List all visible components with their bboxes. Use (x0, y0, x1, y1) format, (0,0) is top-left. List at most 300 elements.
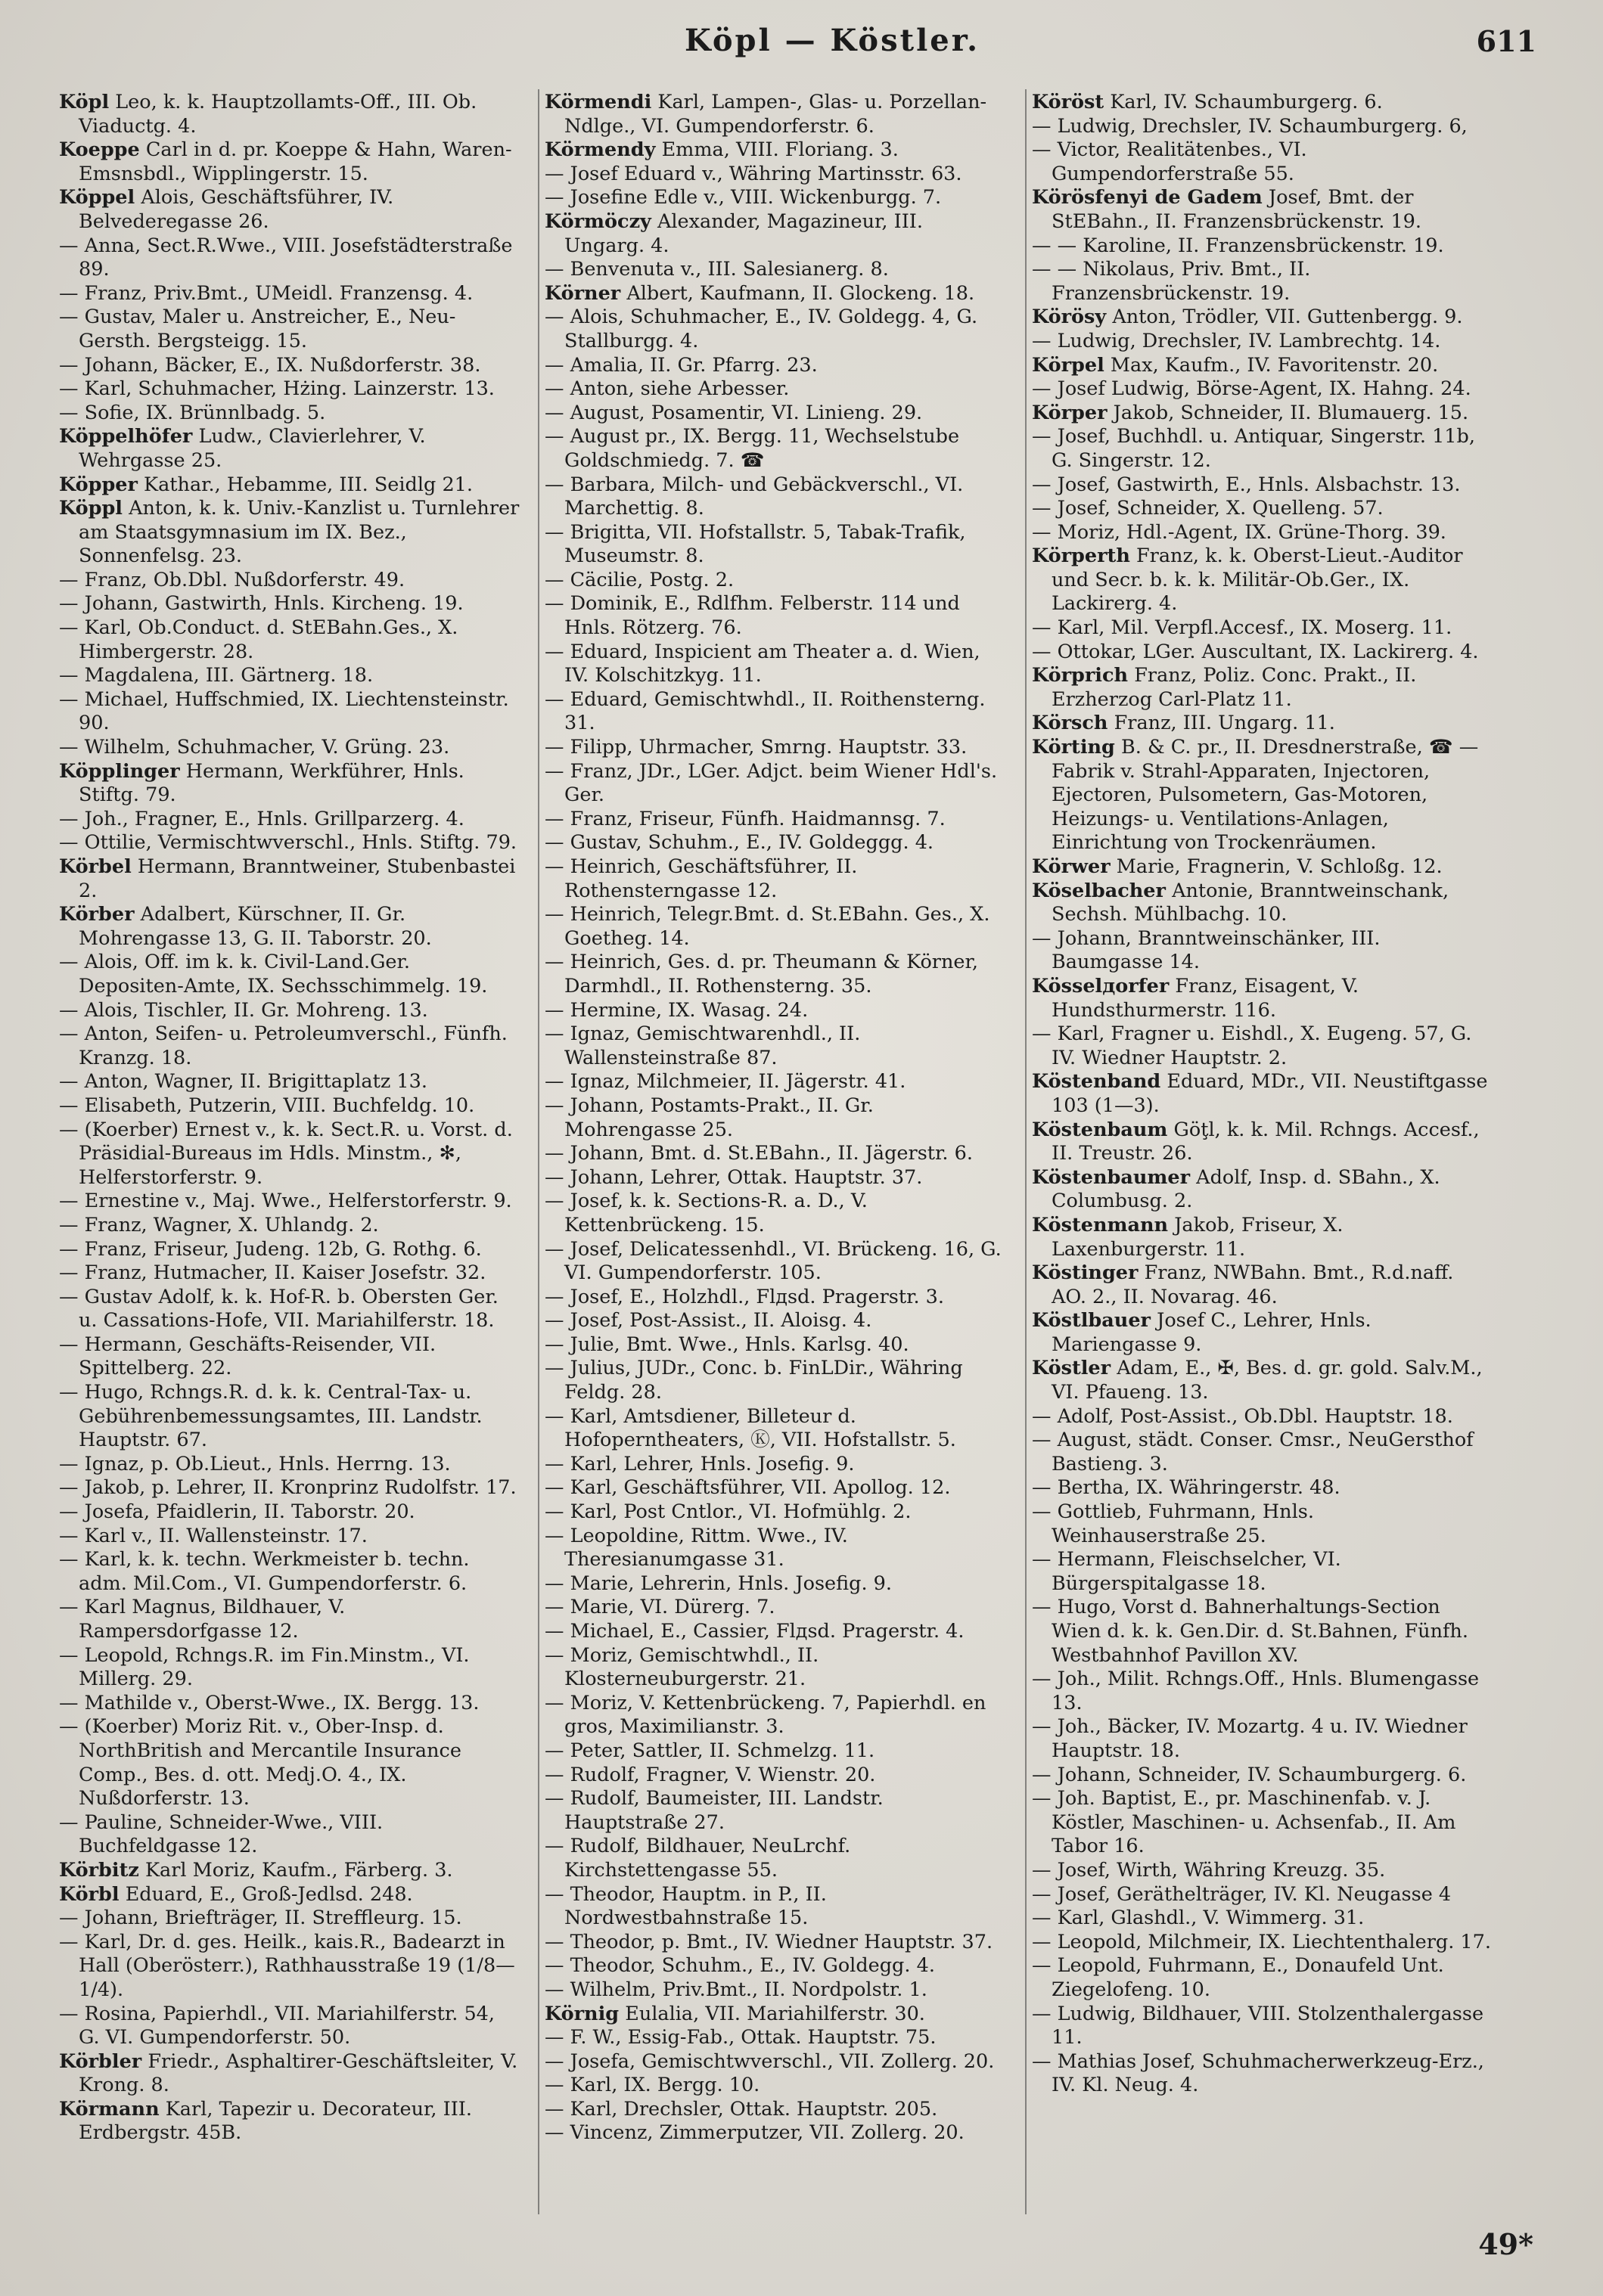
directory-entry (59, 2098, 520, 2146)
directory-entry (545, 425, 1006, 473)
entry-surname: Körbler (59, 2049, 142, 2073)
entry-surname: Köppel (59, 186, 135, 209)
entry-text: — Amalia, II. Gr. Pfarrg. 23. (545, 353, 818, 377)
entry-text: — Hermann, Fleischselcher, VI. Bürgerspitalgasse 18. (1032, 1548, 1341, 1595)
directory-entry (545, 1931, 1006, 1955)
entry-text: — Karl, Mil. Verpfl.Accesf., IX. Moserg. 11. (1032, 616, 1452, 640)
directory-entry (59, 1094, 520, 1119)
directory-entry (59, 354, 520, 378)
entry-text: B. & C. pr., II. Dresdnerstraße, ☎ —Fabrik v. Strahl-Apparaten, Injectoren, Ejectoren, Pulsometern, Gas-Motoren, Heizungs- u. Ventilations-Anlagen, Einrichtung von Trockenräumen. (1052, 736, 1479, 855)
directory-entry (59, 903, 520, 951)
directory-entry (545, 1166, 1006, 1190)
directory-entry (1032, 641, 1493, 665)
entry-surname: Köröst (1032, 91, 1104, 113)
directory-entry (545, 1500, 1006, 1525)
entry-text: Kathar., Hebamme, III. Seidlg 21. (144, 473, 474, 496)
directory-entry (545, 999, 1006, 1023)
directory-entry (545, 1405, 1006, 1453)
entry-text: — Josef, k. k. Sections-R. a. D., V. Kettenbrückeng. 15. (545, 1190, 868, 1236)
directory-entry (1032, 330, 1493, 354)
entry-text: — Joh., Fragner, E., Hnls. Grillparzerg. 4. (59, 807, 464, 830)
entry-text: — Josefa, Pfaidlerin, II. Taborstr. 20. (59, 1500, 415, 1524)
directory-entry (545, 1787, 1006, 1835)
entry-text: — Alois, Off. im k. k. Civil-Land.Ger. Depositen-Amte, IX. Sechsschimmelg. 19. (59, 951, 488, 998)
directory-entry (1032, 1022, 1493, 1070)
entry-text: Eulalia, VII. Mariahilferstr. 30. (625, 2002, 925, 2025)
entry-text: — Johann, Bäcker, E., IX. Nußdorferstr. 38. (59, 353, 481, 377)
entry-surname: Köstenbaumer (1032, 1165, 1191, 1189)
entry-surname: Körmendy (545, 138, 656, 162)
directory-entry (545, 354, 1006, 378)
directory-entry (545, 377, 1006, 402)
directory-entry (1032, 354, 1493, 378)
entry-text: — Barbara, Milch- und Gebäckverschl., VI. Marchettig. 8. (545, 473, 964, 520)
entry-text: — Alois, Schuhmacher, E., IV. Goldegg. 4, G. Stallburgg. 4. (545, 306, 978, 352)
entry-surname: Körnig (545, 2002, 620, 2025)
entry-text: — Karl, Fragner u. Eishdl., X. Eugeng. 57, G. IV. Wiedner Hauptstr. 2. (1032, 1022, 1472, 1069)
directory-entry (1032, 473, 1493, 498)
entry-text: — Karl, IX. Bergg. 10. (545, 2074, 760, 2097)
entry-text: — Wilhelm, Priv.Bmt., II. Nordpolstr. 1. (545, 1978, 927, 2001)
directory-entry (1032, 497, 1493, 521)
entry-text: — Josef, Delicatessenhdl., VI. Brückeng. 16, G. VI. Gumpendorferstr. 105. (545, 1237, 1002, 1285)
directory-entry (545, 91, 1006, 138)
directory-entry (59, 592, 520, 616)
directory-entry (59, 569, 520, 593)
entry-surname: Körmendi (545, 91, 652, 113)
entry-text: Franz, Poliz. Conc. Prakt., II. Erzherzog Carl-Platz 11. (1052, 664, 1417, 711)
entry-text: — Johann, Briefträger, II. Streffleurg. 15. (59, 1907, 462, 1930)
entry-text: — Theodor, Hauptm. in P., II. Nordwestbahnstraße 15. (545, 1882, 827, 1930)
entry-text: Adam, E., ✠, Bes. d. gr. gold. Salv.M., VI. Pfaueng. 13. (1052, 1357, 1483, 1404)
directory-entry (545, 760, 1006, 808)
directory-entry (545, 1453, 1006, 1477)
directory-entry (59, 91, 520, 138)
entry-text: — Karl, k. k. techn. Werkmeister b. techn. adm. Mil.Com., VI. Gumpendorferstr. 6. (59, 1548, 470, 1595)
entry-text: — Wilhelm, Schuhmacher, V. Grüng. 23. (59, 736, 450, 759)
entry-surname: Köselbacher (1032, 879, 1166, 902)
directory-entry (59, 1931, 520, 2003)
entry-text: — Moriz, V. Kettenbrückeng. 7, Papierhdl. en gros, Maximilianstr. 3. (545, 1691, 986, 1739)
entry-text: — Moriz, Gemischtwhdl., II. Klosterneuburgerstr. 21. (545, 1643, 819, 1691)
column-rule (1025, 89, 1027, 2214)
directory-entry (59, 377, 520, 402)
directory-entry (59, 402, 520, 426)
entry-text: — Gustav, Schuhm., E., IV. Goldeggg. 4. (545, 831, 934, 855)
entry-text: — Karl, Geschäftsführer, VII. Apollog. 12. (545, 1476, 951, 1500)
entry-surname: Koeppe (59, 138, 140, 162)
entry-text: — Josefine Edle v., VIII. Wickenburgg. 7. (545, 186, 942, 209)
entry-text: Karl, Lampen-, Glas- u. Porzellan-Ndlge., VI. Gumpendorferstr. 6. (564, 91, 987, 138)
directory-entry (545, 1978, 1006, 2003)
directory-entry (1032, 1261, 1493, 1309)
entry-text: — August, Posamentir, VI. Linieng. 29. (545, 401, 923, 424)
entry-text: — Ignaz, p. Ob.Lieut., Hnls. Herrng. 13. (59, 1452, 451, 1475)
column-3 (1032, 91, 1493, 2208)
directory-entry (59, 138, 520, 186)
entry-text: — Ignaz, Milchmeier, II. Jägerstr. 41. (545, 1070, 906, 1094)
directory-entry (59, 688, 520, 736)
entry-text: — Anton, siehe Arbesser. (545, 377, 790, 401)
entry-surname: Körösfenyi de Gadem (1032, 186, 1263, 209)
entry-text: — Leopold, Milchmeir, IX. Liechtenthalerg. 17. (1032, 1930, 1491, 1953)
entry-surname: Körbitz (59, 1858, 139, 1882)
entry-text: — Alois, Tischler, II. Gr. Mohreng. 13. (59, 998, 428, 1022)
directory-entry (1032, 855, 1493, 880)
directory-entry (545, 1692, 1006, 1739)
directory-entry (545, 2121, 1006, 2146)
directory-entry (59, 1261, 520, 1286)
entry-text: — Ernestine v., Maj. Wwe., Helferstorferstr. 9. (59, 1190, 512, 1213)
entry-text: — Cäcilie, Postg. 2. (545, 568, 735, 591)
entry-text: Alexander, Magazineur, III. Ungarg. 4. (564, 209, 923, 257)
directory-entry (1032, 927, 1493, 975)
directory-entry (545, 808, 1006, 832)
entry-text: Anton, k. k. Univ.-Kanzlist u. Turnlehrer am Staatsgymnasium im IX. Bez., Sonnenfelsg. 23. (79, 497, 520, 568)
entry-surname: Körprich (1032, 664, 1129, 687)
entry-text: — Dominik, E., Rdlfhm. Felberstr. 114 und Hnls. Rötzerg. 76. (545, 592, 960, 640)
entry-text: — Marie, Lehrerin, Hnls. Josefig. 9. (545, 1572, 893, 1595)
entry-text: Göţl, k. k. Mil. Rchngs. Accesf., II. Treustr. 26. (1052, 1118, 1480, 1165)
directory-entry (545, 1333, 1006, 1357)
entry-text: — (Koerber) Moriz Rit. v., Ober-Insp. d. NorthBritish and Mercantile Insurance Comp., Bes. d. ott. Medj.O. 4., IX. Nußdorferstr. 13. (59, 1715, 461, 1810)
entry-text: — Joh., Milit. Rchngs.Off., Hnls. Blumengasse 13. (1032, 1668, 1480, 1714)
directory-entry (59, 951, 520, 998)
directory-entry (1032, 1070, 1493, 1118)
directory-entry (59, 1644, 520, 1692)
entry-text: — Julie, Bmt. Wwe., Hnls. Karlsg. 40. (545, 1333, 909, 1356)
entry-surname: Körbel (59, 855, 132, 878)
entry-text: — Josef, Gastwirth, E., Hnls. Alsbachstr. 13. (1032, 473, 1461, 496)
running-head: Köpl — Köstler. (684, 23, 980, 58)
directory-entry (59, 473, 520, 498)
entry-text: — Theodor, p. Bmt., IV. Wiedner Hauptstr. 37. (545, 1930, 993, 1953)
entry-text: — Mathilde v., Oberst-Wwe., IX. Bergg. 13. (59, 1691, 480, 1714)
entry-text: — Elisabeth, Putzerin, VIII. Buchfeldg. 10. (59, 1094, 475, 1117)
directory-entry (1032, 234, 1493, 259)
entry-text: — Marie, VI. Dürerg. 7. (545, 1596, 775, 1619)
directory-entry (1032, 521, 1493, 545)
directory-entry (1032, 1405, 1493, 1429)
directory-entry (545, 1357, 1006, 1404)
entry-surname: Köstinger (1032, 1261, 1139, 1285)
entry-text: — Ignaz, Gemischtwarenhdl., II. Wallensteinstraße 87. (545, 1022, 861, 1069)
entry-text: Franz, NWBahn. Bmt., R.d.naff. AO. 2., II. Novarag. 46. (1052, 1261, 1454, 1308)
entry-surname: Köstler (1032, 1357, 1111, 1380)
directory-entry (1032, 1119, 1493, 1166)
entry-text: — Rudolf, Baumeister, III. Landstr. Hauptstraße 27. (545, 1787, 884, 1834)
entry-surname: Körber (59, 903, 135, 926)
entry-text: — Peter, Sattler, II. Schmelzg. 11. (545, 1739, 875, 1762)
directory-entry (545, 2026, 1006, 2050)
entry-text: — Anna, Sect.R.Wwe., VIII. Josefstädterstraße 89. (59, 234, 513, 281)
entry-text: — Karl, Post Cntlor., VI. Hofmühlg. 2. (545, 1500, 912, 1524)
entry-text: — Karl, Lehrer, Hnls. Josefig. 9. (545, 1452, 855, 1475)
directory-entry (59, 186, 520, 234)
directory-entry (545, 402, 1006, 426)
entry-text: — Johann, Lehrer, Ottak. Hauptstr. 37. (545, 1165, 923, 1189)
entry-text: — Pauline, Schneider-Wwe., VIII. Buchfeldgasse 12. (59, 1810, 384, 1858)
entry-text: Adolf, Insp. d. SBahn., X. Columbusg. 2. (1052, 1165, 1440, 1213)
directory-entry (545, 2050, 1006, 2074)
entry-text: — Johann, Postamts-Prakt., II. Gr. Mohrengasse 25. (545, 1094, 874, 1141)
entry-text: — Sofie, IX. Brünnlbadg. 5. (59, 401, 326, 424)
entry-text: — Franz, Priv.Bmt., UMeidl. Franzensg. 4. (59, 281, 474, 305)
entry-text: — F. W., Essig-Fab., Ottak. Hauptstr. 75. (545, 2026, 937, 2049)
entry-text: — Karl, Ob.Conduct. d. StEBahn.Ges., X. Himbergerstr. 28. (59, 616, 458, 663)
directory-entry (59, 1333, 520, 1381)
directory-entry (545, 1596, 1006, 1620)
directory-entry (59, 2003, 520, 2050)
entry-text: — Gottlieb, Fuhrmann, Hnls. Weinhauserstraße 25. (1032, 1500, 1314, 1547)
entry-text: — Franz, Wagner, X. Uhlandg. 2. (59, 1213, 379, 1236)
directory-entry (1032, 1764, 1493, 1788)
entry-text: — Josef, Post-Assist., II. Aloisg. 4. (545, 1309, 872, 1333)
entry-text: — Anton, Wagner, II. Brigittaplatz 13. (59, 1070, 427, 1094)
page-number: 611 (1476, 24, 1536, 58)
entry-text: — Mathias Josef, Schuhmacherwerkzeug-Erz., IV. Kl. Neug. 4. (1032, 2049, 1484, 2097)
directory-entry (1032, 186, 1493, 234)
directory-entry (1032, 1883, 1493, 1907)
directory-entry (545, 1764, 1006, 1788)
directory-entry (545, 1476, 1006, 1500)
directory-entry (1032, 306, 1493, 330)
entry-surname: Körper (1032, 401, 1107, 424)
directory-entry (59, 1715, 520, 1810)
entry-text: Franz, k. k. Oberst-Lieut.-Auditor und Secr. b. k. k. Militär-Ob.Ger., IX. Lackirerg. 4. (1052, 545, 1463, 616)
directory-entry (59, 1119, 520, 1190)
directory-entry (545, 903, 1006, 951)
entry-text: — Franz, Hutmacher, II. Kaiser Josefstr. 32. (59, 1261, 486, 1285)
directory-entry (1032, 545, 1493, 616)
entry-text: — Johann, Schneider, IV. Schaumburgerg. 6. (1032, 1763, 1467, 1786)
directory-entry (1032, 258, 1493, 306)
entry-text: Hermann, Werkführer, Hnls. Stiftg. 79. (79, 759, 464, 807)
directory-entry (59, 1907, 520, 1931)
entry-text: — Ludwig, Drechsler, IV. Lambrechtg. 14. (1032, 329, 1441, 352)
entry-text: Antonie, Branntweinschank, Sechsh. Mühlbachg. 10. (1052, 879, 1449, 926)
entry-text: Josef, Bmt. der StEBahn., II. Franzensbrückenstr. 19. (1052, 186, 1422, 233)
directory-entry (1032, 880, 1493, 927)
directory-entry (1032, 1715, 1493, 1763)
directory-entry (59, 1883, 520, 1907)
directory-entry (545, 1286, 1006, 1310)
directory-entry (545, 641, 1006, 688)
directory-entry (545, 258, 1006, 282)
directory-entry (545, 2098, 1006, 2122)
entry-text: — Gustav, Maler u. Anstreicher, E., Neu-Gersth. Bergsteigg. 15. (59, 306, 456, 352)
directory-entry (545, 2074, 1006, 2098)
directory-entry (1032, 1429, 1493, 1476)
entry-text: — Magdalena, III. Gärtnerg. 18. (59, 664, 374, 687)
directory-entry (545, 521, 1006, 569)
entry-text: Friedr., Asphaltirer-Geschäftsleiter, V. Krong. 8. (79, 2049, 518, 2097)
directory-entry (1032, 736, 1493, 855)
entry-text: — Eduard, Inspicient am Theater a. d. Wien, IV. Kolschitzkyg. 11. (545, 640, 980, 687)
entry-text: — Karl, Drechsler, Ottak. Hauptstr. 205. (545, 2097, 938, 2121)
entry-surname: Körmann (59, 2097, 160, 2121)
directory-entry (545, 1070, 1006, 1094)
entry-text: — Michael, Huffschmied, IX. Liechtensteinstr. 90. (59, 687, 509, 735)
entry-text: Carl in d. pr. Koeppe & Hahn, Waren-Emsnsbdl., Wipplingerstr. 15. (79, 138, 512, 185)
entry-text: — Rudolf, Bildhauer, NeuLrchf. Kirchstettengasse 55. (545, 1835, 851, 1882)
entry-text: — Karl, Schuhmacher, Hżing. Lainzerstr. 13. (59, 377, 495, 401)
directory-entry (545, 1238, 1006, 1286)
entry-text: — Filipp, Uhrmacher, Smrng. Hauptstr. 33. (545, 736, 968, 759)
directory-entry (1032, 2050, 1493, 2098)
directory-entry (545, 163, 1006, 187)
entry-text: — Johann, Bmt. d. St.EBahn., II. Jägerstr. 6. (545, 1142, 973, 1165)
entry-text: — Joh., Bäcker, IV. Mozartg. 4 u. IV. Wiedner Hauptstr. 18. (1032, 1715, 1468, 1762)
entry-text: Albert, Kaufmann, II. Glockeng. 18. (626, 281, 975, 305)
entry-text: — Leopold, Rchngs.R. im Fin.Minstm., VI. Millerg. 29. (59, 1643, 470, 1691)
directory-entry (59, 1500, 520, 1525)
entry-text: — — Nikolaus, Priv. Bmt., II. Franzensbrückenstr. 19. (1032, 258, 1311, 305)
directory-entry (1032, 1548, 1493, 1596)
entry-text: — Julius, JUDr., Conc. b. FinLDir., Währing Feldg. 28. (545, 1357, 963, 1404)
directory-entry (545, 569, 1006, 593)
directory-entry (545, 1525, 1006, 1572)
directory-entry (545, 282, 1006, 306)
entry-text: — Franz, Friseur, Fünfh. Haidmannsg. 7. (545, 807, 946, 830)
directory-entry (545, 1835, 1006, 1882)
directory-entry (59, 999, 520, 1023)
directory-entry (59, 855, 520, 903)
directory-entry (1032, 616, 1493, 641)
directory-entry (545, 2003, 1006, 2027)
directory-entry (545, 138, 1006, 163)
directory-entry (1032, 1859, 1493, 1883)
directory-entry (545, 1572, 1006, 1596)
entry-text: — Josef, Wirth, Währing Kreuzg. 35. (1032, 1858, 1386, 1882)
entry-text: — Karl, Amtsdiener, Billeteur d. Hofoperntheaters, Ⓚ, VII. Hofstallstr. 5. (545, 1404, 956, 1452)
entry-text: — Theodor, Schuhm., E., IV. Goldegg. 4. (545, 1954, 935, 1978)
entry-text: — Rosina, Papierhdl., VII. Mariahilferstr. 54, G. VI. Gumpendorferstr. 50. (59, 2002, 496, 2049)
directory-entry (1032, 402, 1493, 426)
entry-surname: Köstenbaum (1032, 1118, 1168, 1141)
entry-text: — (Koerber) Ernest v., k. k. Sect.R. u. Vorst. d. Präsidial-Bureaus im Hdls. Minstm., ✻, Helferstorferstr. 9. (59, 1118, 513, 1189)
entry-text: — Franz, Friseur, Judeng. 12b, G. Rothg. 6. (59, 1237, 482, 1261)
entry-text: — Vincenz, Zimmerputzer, VII. Zollerg. 20. (545, 2121, 965, 2145)
directory-entry (59, 1596, 520, 1643)
directory-entry (1032, 1309, 1493, 1357)
directory-entry (1032, 1907, 1493, 1931)
entry-text: — Moriz, Hdl.-Agent, IX. Grüne-Thorg. 39. (1032, 520, 1446, 544)
entry-text: — Josef Eduard v., Währing Martinsstr. 63. (545, 162, 962, 185)
entry-surname: Köstenmann (1032, 1213, 1169, 1236)
directory-entry (545, 473, 1006, 521)
directory-entry (59, 2050, 520, 2098)
entry-text: — Ludwig, Drechsler, IV. Schaumburgerg. 6, (1032, 114, 1468, 138)
directory-entry (59, 1476, 520, 1500)
entry-text: — Franz, Ob.Dbl. Nußdorferstr. 49. (59, 568, 405, 591)
directory-entry (545, 1022, 1006, 1070)
entry-text: Eduard, MDr., VII. Neustiftgasse 103 (1—3). (1052, 1070, 1488, 1117)
directory-entry (545, 1954, 1006, 1978)
directory-entry (59, 831, 520, 855)
entry-text: Ludw., Clavierlehrer, V. Wehrgasse 25. (79, 425, 426, 472)
directory-entry (59, 1453, 520, 1477)
entry-text: — Brigitta, VII. Hofstallstr. 5, Tabak-Trafik, Museumstr. 8. (545, 520, 966, 568)
directory-entry (59, 1525, 520, 1549)
directory-entry (545, 1309, 1006, 1333)
directory-entry (59, 1238, 520, 1262)
directory-entry (545, 736, 1006, 760)
directory-entry (1032, 377, 1493, 402)
directory-entry (59, 1859, 520, 1883)
entry-text: — Josef, Schneider, X. Quelleng. 57. (1032, 497, 1384, 520)
directory-entry (545, 186, 1006, 210)
entry-text: — Bertha, IX. Währingerstr. 48. (1032, 1476, 1340, 1500)
entry-text: — Leopold, Fuhrmann, E., Donaufeld Unt. Ziegelofeng. 10. (1032, 1954, 1444, 2001)
directory-entry (545, 831, 1006, 855)
entry-text: — Ludwig, Bildhauer, VIII. Stolzenthalergasse 11. (1032, 2002, 1484, 2049)
directory-entry (59, 282, 520, 306)
entry-text: — Hermann, Geschäfts-Reisender, VII. Spittelberg. 22. (59, 1333, 436, 1380)
entry-text: — Adolf, Post-Assist., Ob.Dbl. Hauptstr. 18. (1032, 1404, 1453, 1428)
directory-entry (59, 1070, 520, 1094)
entry-text: Jakob, Schneider, II. Blumauerg. 15. (1113, 401, 1469, 424)
directory-entry (59, 1548, 520, 1596)
directory-entry (59, 1286, 520, 1333)
directory-entry (59, 1190, 520, 1214)
entry-text: — Heinrich, Geschäftsführer, II. Rothensterngasse 12. (545, 855, 858, 902)
column-rule (538, 89, 539, 2214)
directory-entry (59, 736, 520, 760)
entry-text: — Karl, Glashdl., V. Wimmerg. 31. (1032, 1907, 1365, 1930)
directory-entry (545, 1739, 1006, 1764)
directory-entry (1032, 1214, 1493, 1261)
directory-entry (1032, 2003, 1493, 2050)
entry-text: — Rudolf, Fragner, V. Wienstr. 20. (545, 1763, 876, 1786)
entry-text: — — Karoline, II. Franzensbrückenstr. 19. (1032, 234, 1444, 257)
entry-text: — Josef, Geräthelträger, IV. Kl. Neugasse 4 (1032, 1882, 1452, 1906)
directory-entry (545, 951, 1006, 998)
directory-entry (59, 664, 520, 688)
entry-text: — Josef, E., Holzhdl., Flдsd. Pragerstr. 3. (545, 1285, 945, 1308)
entry-text: — Michael, E., Cassier, Flдsd. Pragerstr. 4. (545, 1620, 965, 1643)
directory-entry (59, 616, 520, 664)
entry-surname: Körbl (59, 1882, 120, 1906)
entry-surname: Körmöczy (545, 209, 651, 233)
directory-entry (59, 808, 520, 832)
directory-entry (59, 1214, 520, 1238)
entry-text: — Leopoldine, Rittm. Wwe., IV. Theresianumgasse 31. (545, 1524, 848, 1572)
directory-entry (1032, 115, 1493, 139)
entry-text: — Karl Magnus, Bildhauer, V. Rampersdorfgasse 12. (59, 1596, 346, 1643)
directory-entry (1032, 1476, 1493, 1500)
entry-text: Franz, III. Ungarg. 11. (1114, 712, 1335, 735)
directory-entry (59, 497, 520, 569)
entry-surname: Kösselдorfer (1032, 974, 1170, 998)
entry-text: — August, städt. Conser. Cmsr., NeuGersthof Bastieng. 3. (1032, 1429, 1474, 1475)
entry-surname: Körpel (1032, 353, 1104, 377)
directory-entry (1032, 664, 1493, 712)
entry-text: Hermann, Branntweiner, Stubenbastei 2. (79, 855, 516, 902)
entry-surname: Körwer (1032, 855, 1111, 878)
directory-entry (545, 1883, 1006, 1931)
entry-surname: Körsch (1032, 712, 1108, 735)
entry-text: Adalbert, Kürschner, II. Gr. Mohrengasse 13, G. II. Taborstr. 20. (79, 903, 432, 950)
directory-entry (545, 1094, 1006, 1142)
directory-entry (545, 210, 1006, 258)
entry-text: — Josef, Buchhdl. u. Antiquar, Singerstr. 11b, G. Singerstr. 12. (1032, 425, 1475, 472)
entry-text: — Hermine, IX. Wasag. 24. (545, 998, 809, 1022)
entry-text: — Ottokar, LGer. Auscultant, IX. Lackirerg. 4. (1032, 640, 1479, 663)
column-2 (545, 91, 1006, 2208)
entry-text: Karl, Tapezir u. Decorateur, III. Erdbergstr. 45B. (79, 2097, 472, 2145)
entry-text: — Franz, JDr., LGer. Adjct. beim Wiener Hdl's. Ger. (545, 759, 998, 807)
